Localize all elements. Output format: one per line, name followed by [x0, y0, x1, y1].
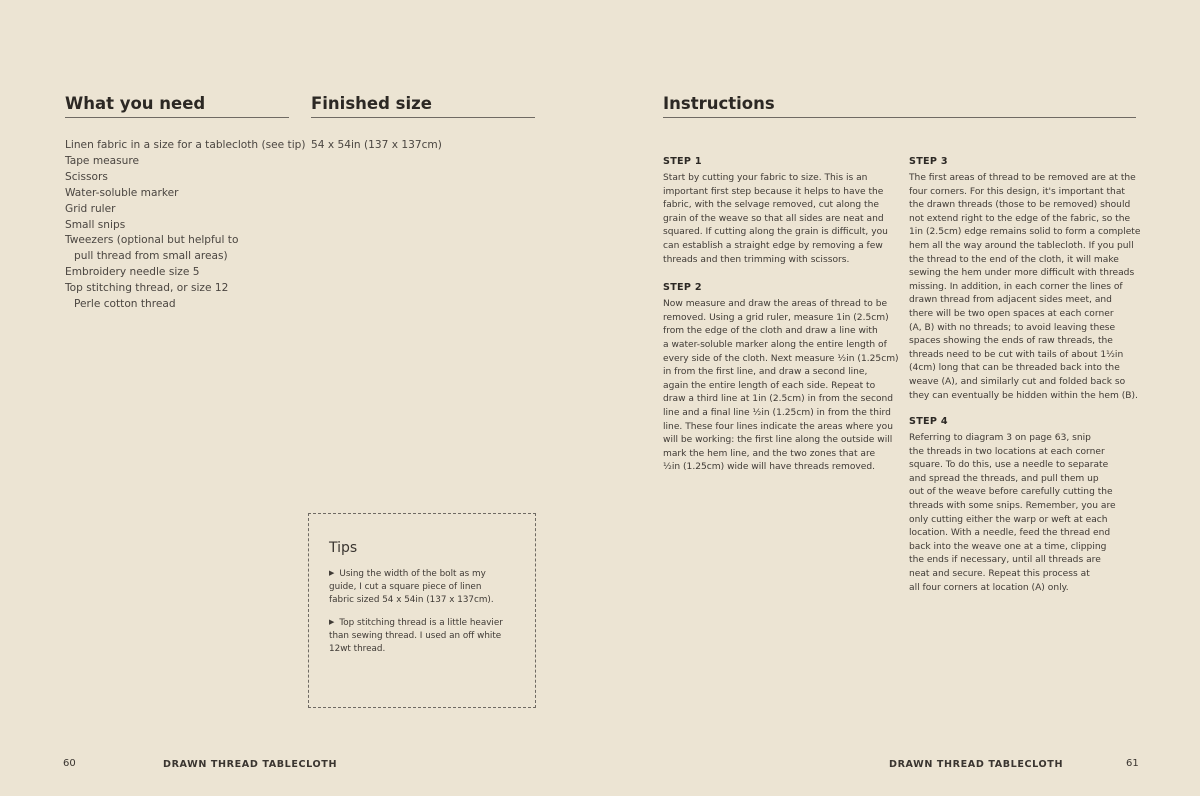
list-item: Tape measure: [65, 154, 140, 167]
step-text-line: not extend right to the edge of the fabric, so the: [909, 213, 1131, 224]
bullet-arrow-icon: ▶: [329, 618, 335, 626]
step-text-line: spaces showing the ends of raw threads, the: [909, 336, 1113, 347]
tips-title: Tips: [329, 540, 358, 556]
step-text-line: (4cm) long that can be threaded back into the: [909, 363, 1120, 374]
tip-2: ▶ Top stitching thread is a little heavier than sewing thread. I used an off white 12wt thread.: [329, 618, 503, 654]
step-text-line: important first step because it helps to have the: [663, 186, 884, 197]
step-text-line: the thread to the end of the cloth, it will make: [909, 254, 1119, 265]
finished-size-heading: Finished size: [311, 94, 432, 113]
step-text-line: 1in (2.5cm) edge remains solid to form a complete: [909, 227, 1141, 238]
step-text-line: line and a final line ½in (1.25cm) in from the third: [663, 407, 891, 418]
materials-list: [65, 138, 305, 313]
step-text-line: threads need to be cut with tails of about 1½in: [909, 349, 1124, 360]
step-4: [909, 415, 1139, 595]
list-item: Top stitching thread, or size 12: [65, 282, 229, 295]
step-text-line: and spread the threads, and pull them up: [909, 473, 1099, 484]
instructions-column-1: [663, 155, 899, 475]
step-text-line: from the edge of the cloth and draw a line with: [663, 326, 878, 337]
instructions-rule: [663, 117, 1136, 118]
step-text-line: in from the first line, and draw a second line,: [663, 367, 868, 378]
step-text-line: all four corners at location (A) only.: [909, 582, 1069, 593]
step-text-line: square. To do this, use a needle to separate: [909, 460, 1109, 471]
step-text-line: hem all the way around the tablecloth. If you pull: [909, 240, 1134, 251]
step-text-line: mark the hem line, and the two zones that are: [663, 448, 876, 459]
step-text-line: squared. If cutting along the grain is difficult, you: [663, 227, 888, 238]
step-text-line: The first areas of thread to be removed are at the: [909, 173, 1136, 183]
running-title-right: DRAWN THREAD TABLECLOTH: [889, 759, 1064, 770]
step-text-line: threads with some snips. Remember, you are: [909, 501, 1116, 512]
step-text-line: can establish a straight edge by removing a few: [663, 240, 883, 251]
step-title: STEP 4: [909, 416, 948, 428]
instructions-column-2: [909, 155, 1139, 595]
instructions-heading: Instructions: [663, 94, 775, 113]
list-item: Embroidery needle size 5: [65, 266, 200, 279]
bullet-arrow-icon: ▶: [329, 569, 335, 577]
step-text-line: sewing the hem under more difficult with threads: [909, 268, 1135, 279]
step-text-line: four corners. For this design, it's important that: [909, 186, 1125, 197]
step-text-line: they can eventually be hidden within the hem (B).: [909, 390, 1138, 401]
finished-size-value: 54 x 54in (137 x 137cm): [311, 139, 442, 151]
step-text-line: draw a third line at 1in (2.5cm) in from the second: [663, 394, 894, 405]
tip-1: ▶ Using the width of the bolt as my guide, I cut a square piece of linen fabric sized 54 x 54in (137 x 137cm).: [329, 569, 494, 605]
tips-box: [308, 513, 536, 708]
what-you-need-rule: [65, 117, 289, 118]
step-text-line: the threads in two locations at each corner: [909, 446, 1105, 457]
step-text-line: ½in (1.25cm) wide will have threads removed.: [663, 462, 876, 473]
step-title: STEP 1: [663, 156, 702, 167]
step-text-line: there will be two open spaces at each corner: [909, 308, 1114, 319]
list-item: Linen fabric in a size for a tablecloth (see tip): [65, 139, 306, 151]
running-title-left: DRAWN THREAD TABLECLOTH: [163, 759, 338, 770]
step-text-line: threads and then trimming with scissors.: [663, 254, 850, 265]
step-3: [909, 155, 1139, 403]
step-text-line: only cutting either the warp or weft at each: [909, 514, 1108, 525]
step-text-line: Referring to diagram 3 on page 63, snip: [909, 433, 1091, 444]
step-title: STEP 2: [663, 282, 702, 294]
step-text-line: drawn thread from adjacent sides meet, and: [909, 295, 1112, 306]
step-text-line: a water-soluble marker along the entire length of: [663, 339, 887, 350]
list-item: Perle cotton thread: [74, 298, 176, 311]
step-text-line: location. With a needle, feed the thread end: [909, 528, 1111, 539]
step-text-line: the ends if necessary, until all threads are: [909, 555, 1101, 566]
step-text-line: grain of the weave so that all sides are neat and: [663, 213, 884, 224]
step-text-line: the drawn threads (those to be removed) should: [909, 200, 1131, 211]
step-title: STEP 3: [909, 156, 948, 167]
step-text-line: again the entire length of each side. Repeat to: [663, 380, 876, 391]
step-text-line: removed. Using a grid ruler, measure 1in (2.5cm): [663, 312, 889, 323]
step-text-line: Now measure and draw the areas of thread to be: [663, 299, 888, 310]
list-item: Scissors: [65, 170, 108, 183]
step-text-line: Start by cutting your fabric to size. This is an: [663, 173, 868, 183]
step-text-line: will be working: the first line along the outside will: [663, 435, 893, 446]
step-text-line: every side of the cloth. Next measure ½in (1.25cm): [663, 353, 899, 364]
page-number-left: 60: [63, 758, 76, 769]
list-item: Small snips: [65, 218, 126, 231]
step-text-line: weave (A), and similarly cut and folded back so: [909, 376, 1126, 387]
step-text-line: (A, B) with no threads; to avoid leaving these: [909, 322, 1116, 333]
step-text-line: line. These four lines indicate the areas where you: [663, 421, 893, 432]
step-1: [663, 155, 893, 267]
list-item: Tweezers (optional but helpful to: [65, 234, 239, 247]
page-number-right: 61: [1126, 758, 1139, 769]
step-text-line: back into the weave one at a time, clipping: [909, 541, 1107, 552]
step-text-line: missing. In addition, in each corner the lines of: [909, 281, 1123, 292]
list-item: Grid ruler: [65, 202, 116, 215]
what-you-need-heading: What you need: [65, 94, 206, 113]
list-item: Water-soluble marker: [65, 186, 179, 199]
step-text-line: out of the weave before carefully cutting the: [909, 487, 1113, 498]
step-2: [663, 281, 899, 475]
step-text-line: neat and secure. Repeat this process at: [909, 569, 1090, 580]
step-text-line: fabric, with the selvage removed, cut along the: [663, 200, 879, 211]
finished-size-rule: [311, 117, 535, 118]
list-item: pull thread from small areas): [74, 250, 228, 263]
